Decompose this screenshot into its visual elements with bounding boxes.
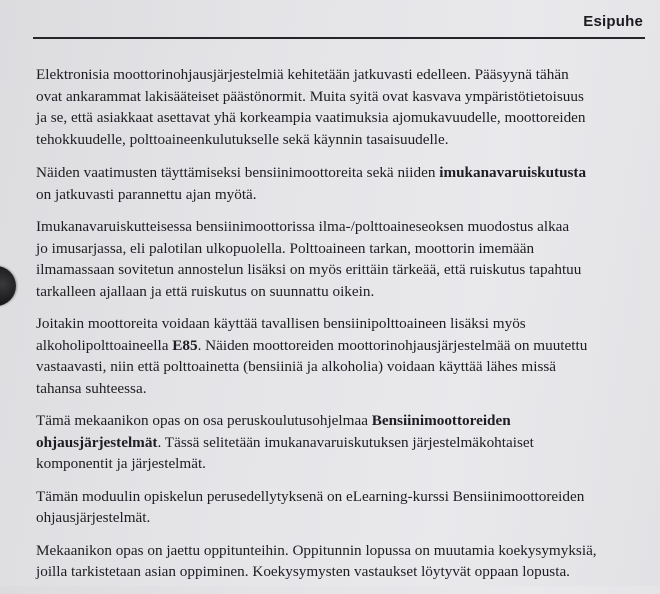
header-rule [33, 37, 645, 39]
text-line: Elektronisia moottorinohjausjärjestelmiä kehitetään jatkuvasti edelleen. Pääsyynä tähän [36, 66, 569, 83]
text-run: Näiden vaatimusten täyttämiseksi bensiinimoottoreita sekä niiden [36, 164, 440, 181]
text-run: . Näiden moottoreiden moottorinohjausjärjestelmää on muutettu [197, 336, 588, 354]
text-line: komponentit ja järjestelmät. [36, 455, 206, 472]
text-run: Tämä mekaanikon opas on osa peruskoulutusohjelmaa [36, 412, 372, 429]
text-run: . Tässä selitetään imukanavaruiskutuksen järjestelmäkohtaiset [157, 433, 534, 451]
paragraph-2 [36, 162, 648, 205]
text-line [36, 162, 648, 184]
text-line: ja se, että asiakkaat asettavat yhä korkeampia vaatimuksia ajomukavuudelle, moottoreiden [36, 109, 586, 126]
paragraph-1 [36, 64, 648, 150]
paragraph-5 [36, 410, 648, 475]
text-line [36, 335, 648, 357]
paragraph-6 [36, 486, 648, 529]
text-line: Imukanavaruiskutteisessa bensiinimoottorissa ilma-/polttoaineseoksen muodostus alkaa [36, 218, 570, 235]
section-title: Esipuhe [583, 13, 643, 30]
text-line: on jatkuvasti parannettu ajan myötä. [36, 185, 257, 203]
bold-term: imukanavaruiskutusta [439, 164, 587, 181]
text-line: Mekaanikon opas on jaettu oppitunteihin. Oppitunnin lopussa on muutamia koekysymyksiä, [36, 541, 597, 559]
text-line: tahansa suhteessa. [36, 379, 147, 397]
text-run: alkoholipolttoaineella [36, 336, 173, 354]
text-line: ilmamassaan sovitetun annostelun lisäksi on myös erittäin tärkeää, että ruiskutus tapahtuu [36, 261, 582, 278]
paragraph-3 [36, 216, 648, 302]
bold-term: Bensiinimoottoreiden [371, 412, 511, 429]
body-text [36, 64, 648, 594]
text-line: tehokkuudelle, polttoaineenkulutukselle sekä käynnin tasaisuudelle. [36, 130, 449, 148]
bold-term: ohjausjärjestelmät [36, 433, 158, 451]
text-line: tarkalleen ajallaan ja että ruiskutus on suunnattu oikein. [36, 282, 375, 300]
paragraph-7 [36, 540, 648, 583]
text-line: Tämän moduulin opiskelun perusedellytyksenä on eLearning-kurssi Bensiinimoottoreiden [36, 487, 585, 505]
text-line: Joitakin moottoreita voidaan käyttää tavallisen bensiinipolttoaineen lisäksi myös [36, 315, 526, 332]
binding-hole [0, 266, 16, 306]
text-line: jo imusarjassa, eli palotilan ulkopuolella. Polttoaineen tarkan, moottorin imemään [36, 239, 535, 257]
text-line: vastaavasti, niin että polttoainetta (bensiiniä ja alkoholia) voidaan käyttää lähes missä [36, 358, 557, 375]
text-line [36, 410, 648, 432]
text-line: ovat ankarammat lakisääteiset päästönormit. Muita syitä ovat kasvava ympäristötietoisuus [36, 87, 584, 105]
text-line [36, 432, 648, 454]
text-line: joilla tarkistetaan asian oppiminen. Koekysymysten vastaukset löytyvät oppaan lopusta. [36, 563, 570, 580]
text-line: ohjausjärjestelmät. [36, 509, 151, 526]
bold-term: E85 [172, 336, 198, 354]
paragraph-4 [36, 313, 648, 399]
